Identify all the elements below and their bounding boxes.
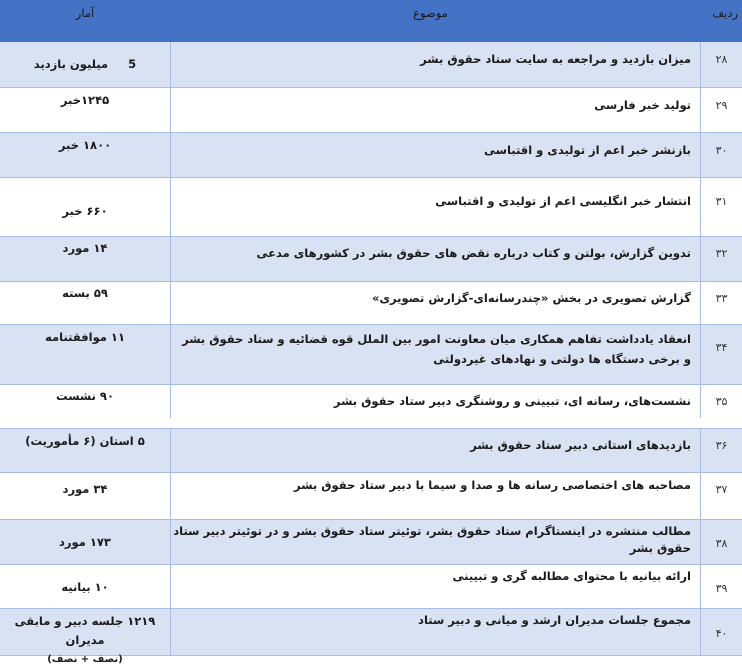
table-row — [0, 88, 742, 133]
row-stat: ۹۰ نشست — [56, 389, 114, 403]
row-stat: 5 میلیون بازدید — [33, 57, 137, 71]
table-row — [0, 428, 742, 473]
header-stat: آمار — [75, 6, 95, 20]
row-stat: ۳۴ مورد — [62, 482, 108, 496]
row-stat: ۱۷۳ مورد — [59, 535, 111, 549]
row-topic: گزارش تصویری در بخش «چندرسانه‌ای-گزارش تصویری» — [170, 282, 700, 324]
table-row — [0, 520, 742, 565]
table-row — [0, 237, 742, 282]
row-stat: ۱۱ موافقتنامه — [45, 330, 125, 344]
row-stat: ۱۰ بیانیه — [61, 580, 109, 594]
row-stat-main: ۱۲۱۹ جلسه دبیر و مابقی مدیران — [14, 614, 156, 647]
row-stat — [0, 609, 170, 665]
row-topic: انتشار خبر انگلیسی اعم از تولیدی و اقتباسی — [170, 178, 700, 236]
row-index: ۳۳ — [700, 282, 742, 324]
row-topic: میزان بازدید و مراجعه به سایت ستاد حقوق بشر — [170, 42, 700, 87]
table-row — [0, 473, 742, 520]
row-topic: مصاحبه های اختصاصی رسانه ها و صدا و سیما با دبیر ستاد حقوق بشر — [170, 473, 700, 519]
table-row — [0, 565, 742, 609]
row-index: ۳۰ — [700, 133, 742, 177]
row-topic: تدوین گزارش، بولتن و کتاب درباره نقض های حقوق بشر در کشورهای مدعی — [170, 237, 700, 281]
row-index: ۲۸ — [700, 42, 742, 87]
row-topic: نشست‌های، رسانه ای، تبیینی و روشنگری دبیر ستاد حقوق بشر — [170, 385, 700, 418]
row-topic: تولید خبر فارسی — [170, 88, 700, 132]
row-topic: انعقاد یادداشت تفاهم همکاری میان معاونت امور بین الملل قوه قضائیه و ستاد حقوق بشر و برخی دستگاه ها دولتی و نهادهای غیردولتی — [170, 325, 700, 384]
row-stat-sub: (نصف + نصف) — [47, 654, 123, 665]
table-row — [0, 282, 742, 325]
row-index: ۳۶ — [700, 429, 742, 472]
row-index: ۳۲ — [700, 237, 742, 281]
row-stat: ۶۶۰ خبر — [62, 204, 108, 218]
row-topic: بازدیدهای استانی دبیر ستاد حقوق بشر — [170, 429, 700, 472]
row-topic: ارائه بیانیه با محتوای مطالبه گری و تبیینی — [170, 565, 700, 608]
row-index: ۳۴ — [700, 325, 742, 384]
table-row — [0, 325, 742, 385]
row-topic: بازنشر خبر اعم از تولیدی و اقتباسی — [170, 133, 700, 177]
table-row — [0, 178, 742, 237]
row-index: ۳۱ — [700, 178, 742, 236]
row-topic: مطالب منتشره در اینستاگرام ستاد حقوق بشر، توئیتر ستاد حقوق بشر و در توئیتر دبیر ستاد حقوق بشر — [170, 520, 700, 564]
row-stat: ۵۹ بسته — [62, 286, 108, 300]
header-topic: موضوع — [413, 6, 448, 20]
row-index: ۴۰ — [700, 609, 742, 655]
row-index: ۳۵ — [700, 385, 742, 418]
table-row — [0, 385, 742, 418]
header-index: ردیف — [712, 6, 738, 20]
row-index: ۳۷ — [700, 473, 742, 519]
row-index: ۲۹ — [700, 88, 742, 132]
row-index: ۳۹ — [700, 565, 742, 608]
table-row — [0, 609, 742, 665]
row-stat: ۵ استان (۶ مأموریت) — [25, 434, 145, 448]
row-topic: مجموع جلسات مدیران ارشد و میانی و دبیر ستاد — [170, 609, 700, 655]
table-page-gap — [0, 418, 742, 428]
table-row — [0, 133, 742, 178]
row-stat: ۱۴ مورد — [62, 241, 108, 255]
table-row — [0, 42, 742, 88]
row-stat: ۱۲۴۵خبر — [60, 93, 110, 107]
row-index: ۳۸ — [700, 520, 742, 564]
row-stat: ۱۸۰۰ خبر — [58, 138, 112, 152]
table-header — [0, 0, 742, 42]
